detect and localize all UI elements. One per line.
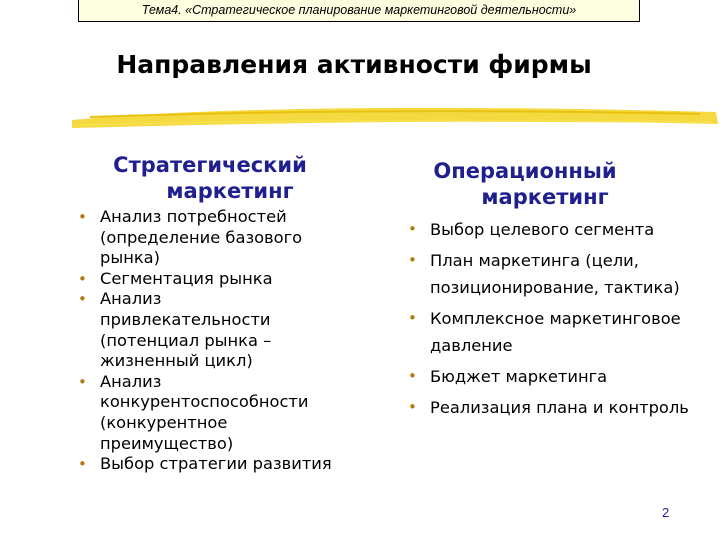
operational-list xyxy=(406,216,696,425)
slide-title: Направления активности фирмы xyxy=(116,50,592,79)
list-item: • Сегментация рынка xyxy=(76,269,336,290)
list-item: • Анализ потребностей (определение базового рынка) xyxy=(76,207,336,269)
list-item: • Реализация плана и контроль xyxy=(406,394,696,421)
heading-line: Стратегический xyxy=(113,153,307,177)
list-item: • Бюджет маркетинга xyxy=(406,363,696,390)
strategic-list xyxy=(76,207,336,475)
heading-line: Операционный xyxy=(433,159,617,183)
topic-text: Тема4. «Стратегическое планирование маркетинговой деятельности» xyxy=(141,3,577,17)
list-item: • Анализ привлекательности (потенциал рынка – жизненный цикл) xyxy=(76,289,336,371)
list-item: • Анализ конкурентоспособности (конкурентное преимущество) xyxy=(76,372,336,454)
list-item: • Выбор стратегии развития xyxy=(76,454,336,475)
heading-line: маркетинг xyxy=(481,185,609,209)
highlighter-stroke xyxy=(0,0,720,140)
strategic-marketing-heading xyxy=(80,152,340,204)
page-number: 2 xyxy=(662,505,670,520)
list-item: • Комплексное маркетинговое давление xyxy=(406,305,696,359)
list-item: • Выбор целевого сегмента xyxy=(406,216,696,243)
list-item: • План маркетинга (цели, позиционирование, тактика) xyxy=(406,247,696,301)
heading-line: маркетинг xyxy=(166,179,294,203)
operational-marketing-heading xyxy=(410,158,640,210)
